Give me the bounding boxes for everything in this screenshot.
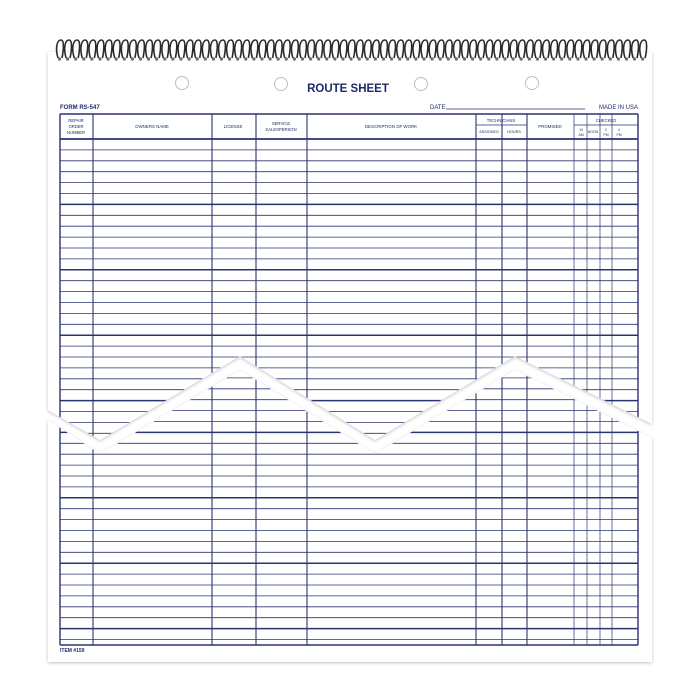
binding-hole	[188, 57, 191, 60]
binding-hole	[487, 57, 490, 60]
binding-hole	[269, 57, 272, 60]
col-header-description: DESCRIPTION OF WORK	[364, 124, 418, 129]
binding-hole	[414, 57, 417, 60]
binding-hole	[593, 57, 596, 60]
col-header-repair-2: ORDER	[68, 124, 84, 129]
binding-hole	[463, 57, 466, 60]
binding-hole	[309, 57, 312, 60]
binding-hole	[123, 57, 126, 60]
binding-hole	[609, 57, 612, 60]
binding-hole	[568, 57, 571, 60]
binding-hole	[471, 57, 474, 60]
binding-hole	[293, 57, 296, 60]
binding-hole	[252, 57, 255, 60]
binding-hole	[147, 57, 150, 60]
binding-hole	[422, 57, 425, 60]
binding-hole	[244, 57, 247, 60]
binding-hole	[601, 57, 604, 60]
col-header-license: LICENSE	[223, 124, 243, 129]
binding-hole	[633, 57, 636, 60]
binding-hole	[107, 57, 110, 60]
binding-hole	[406, 57, 409, 60]
top-paper	[48, 52, 652, 440]
col-header-hours: HOURS	[507, 130, 521, 134]
col-header-checked-sub-3b: PM	[603, 133, 609, 137]
sheet-title: ROUTE SHEET	[307, 83, 389, 95]
col-header-owners-name: OWNERS NAME	[135, 124, 169, 129]
binding-hole	[285, 57, 288, 60]
col-header-checked-sub-2a: NOON	[587, 130, 599, 134]
col-header-repair-3: NUMBER	[66, 130, 86, 135]
binding-hole	[366, 57, 369, 60]
binding-hole	[398, 57, 401, 60]
binding-hole	[495, 57, 498, 60]
binding-hole	[82, 57, 85, 60]
binding-hole	[301, 57, 304, 60]
binding-hole	[528, 57, 531, 60]
binding-hole	[212, 57, 215, 60]
top-sheet-piece	[48, 52, 652, 440]
binding-hole	[511, 57, 514, 60]
date-label: DATE	[430, 105, 446, 111]
binding-hole	[204, 57, 207, 60]
binding-hole	[179, 57, 182, 60]
punch-hole	[526, 77, 539, 90]
binding-hole	[382, 57, 385, 60]
binding-hole	[115, 57, 118, 60]
binding-hole	[479, 57, 482, 60]
col-header-checked-sub-1b: AM	[578, 133, 584, 137]
binding-hole	[439, 57, 442, 60]
binding-hole	[552, 57, 555, 60]
binding-hole	[455, 57, 458, 60]
col-header-repair-1: REPAIR	[68, 118, 84, 123]
binding-hole	[277, 57, 280, 60]
binding-hole	[66, 57, 69, 60]
binding-hole	[544, 57, 547, 60]
binding-hole	[641, 57, 644, 60]
col-header-checked: CHECKED	[595, 118, 617, 123]
binding-hole	[584, 57, 587, 60]
binding-hole	[131, 57, 134, 60]
binding-hole	[171, 57, 174, 60]
binding-hole	[220, 57, 223, 60]
binding-hole	[74, 57, 77, 60]
binding-hole	[431, 57, 434, 60]
made-in-label: MADE IN USA	[598, 105, 638, 111]
binding-hole	[98, 57, 101, 60]
binding-hole	[228, 57, 231, 60]
punch-hole	[275, 78, 288, 91]
binding-hole	[625, 57, 628, 60]
binding-hole	[90, 57, 93, 60]
binding-hole	[374, 57, 377, 60]
binding-hole	[155, 57, 158, 60]
binding-hole	[139, 57, 142, 60]
col-header-assigned: ASSIGNED	[479, 130, 499, 134]
binding-hole	[576, 57, 579, 60]
col-header-service-1: SERVICE	[271, 121, 291, 126]
col-header-service-2: SALESPERSON	[265, 127, 297, 132]
binding-hole	[358, 57, 361, 60]
item-number: ITEM #159	[60, 648, 85, 654]
binding-hole	[536, 57, 539, 60]
col-header-checked-sub-1a: 10	[579, 128, 583, 132]
binding-hole	[333, 57, 336, 60]
binding-hole	[317, 57, 320, 60]
binding-hole	[447, 57, 450, 60]
binding-hole	[390, 57, 393, 60]
col-header-promised: PROMISED	[538, 124, 562, 129]
binding-hole	[325, 57, 328, 60]
binding-hole	[520, 57, 523, 60]
binding-hole	[260, 57, 263, 60]
binding-hole	[617, 57, 620, 60]
col-header-checked-sub-4b: PM	[616, 133, 622, 137]
form-number: FORM RS-547	[60, 105, 100, 111]
binding-hole	[341, 57, 344, 60]
col-header-checked-sub-4a: 4	[618, 128, 620, 132]
col-header-checked-sub-3a: 2	[605, 128, 607, 132]
binding-hole	[560, 57, 563, 60]
binding-hole	[196, 57, 199, 60]
binding-hole	[58, 57, 61, 60]
binding-hole	[163, 57, 166, 60]
punch-hole	[176, 77, 189, 90]
binding-hole	[350, 57, 353, 60]
punch-hole	[415, 78, 428, 91]
binding-hole	[236, 57, 239, 60]
col-header-technicians: TECHNICIANS	[486, 118, 516, 123]
binding-hole	[503, 57, 506, 60]
